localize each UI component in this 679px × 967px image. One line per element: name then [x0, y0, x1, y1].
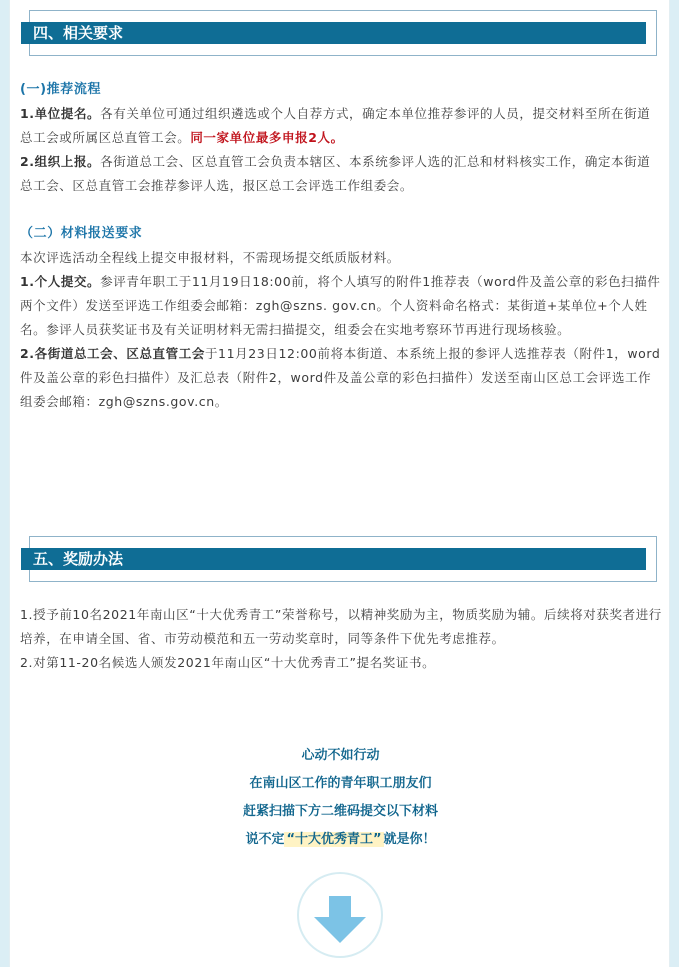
paragraph-award-top10: 1.授予前10名2021年南山区“十大优秀青工”荣誉称号，以精神奖励为主，物质奖励为辅。后续将对获奖者进行培养，在申请全国、省、市劳动模范和五一劳动奖章时，同等条件下优先考虑推荐。 [20, 607, 662, 646]
section4-body [20, 78, 662, 414]
text-org-report: 各街道总工会、区总直管工会负责本辖区、本系统参评人选的汇总和材料核实工作，确定本街道总工会、区总直管工会推荐参评人选，报区总工会评选工作组委会。 [20, 154, 651, 193]
section5-body [20, 603, 662, 675]
highlight-title: “十大优秀青工” [286, 832, 382, 847]
text-personal-submit: 参评青年职工于11月19日18:00前，将个人填写的附件1推荐表（word件及盖公章的彩色扫描件两个文件）发送至评选工作组委会邮箱：zgh@szns. gov.cn。个人资料命名格式：某街道+某单位+个人姓名。参评人员获奖证书及有关证明材料无需扫描提交，组委会在实地考察环节再进行现场核验。 [20, 274, 661, 337]
sub-heading-materials: （二）材料报送要求 [20, 226, 143, 241]
lead-union-submit: 2.各街道总工会、区总直管工会 [20, 346, 205, 361]
lead-personal-submit: 1.个人提交。 [20, 274, 101, 289]
article-page [9, 0, 670, 967]
lead-unit-nomination: 1.单位提名。 [20, 106, 101, 121]
sub-heading-process: (一)推荐流程 [20, 82, 102, 97]
paragraph-online-submit: 本次评选活动全程线上提交申报材料，不需现场提交纸质版材料。 [20, 250, 400, 265]
lead-org-report: 2.组织上报。 [20, 154, 101, 169]
closing-line-1: 心动不如行动 [301, 748, 380, 763]
red-note-limit: 同一家单位最多申报2人。 [190, 130, 344, 145]
paragraph-union-submit [20, 342, 662, 414]
scroll-down-badge [297, 872, 383, 958]
text-union-submit: 于11月23日12:00前将本街道、本系统上报的参评人选推荐表（附件1，word件及盖公章的彩色扫描件）及汇总表（附件2，word件及盖公章的彩色扫描件）发送至南山区总工会评选工作组委会邮箱：zgh@szns.gov.cn。 [20, 346, 661, 409]
paragraph-unit-nomination [20, 102, 662, 150]
closing-line-4-pre: 说不定 [245, 832, 285, 847]
closing-line-2: 在南山区工作的青年职工朋友们 [249, 776, 432, 791]
closing-line-3: 赶紧扫描下方二维码提交以下材料 [242, 804, 438, 819]
closing-line-4-post: 就是你！ [383, 832, 436, 847]
text-unit-nomination: 各有关单位可通过组织遴选或个人自荐方式，确定本单位推荐参评的人员，提交材料至所在街道总工会或所属区总直管工会。 [20, 106, 651, 145]
paragraph-org-report [20, 150, 662, 198]
paragraph-personal-submit [20, 270, 662, 342]
paragraph-award-nominee: 2.对第11-20名候选人颁发2021年南山区“十大优秀青工”提名奖证书。 [20, 655, 436, 670]
closing-line-4 [10, 826, 671, 854]
section5-title: 五、奖励办法 [21, 548, 646, 570]
section4-title: 四、相关要求 [21, 22, 646, 44]
